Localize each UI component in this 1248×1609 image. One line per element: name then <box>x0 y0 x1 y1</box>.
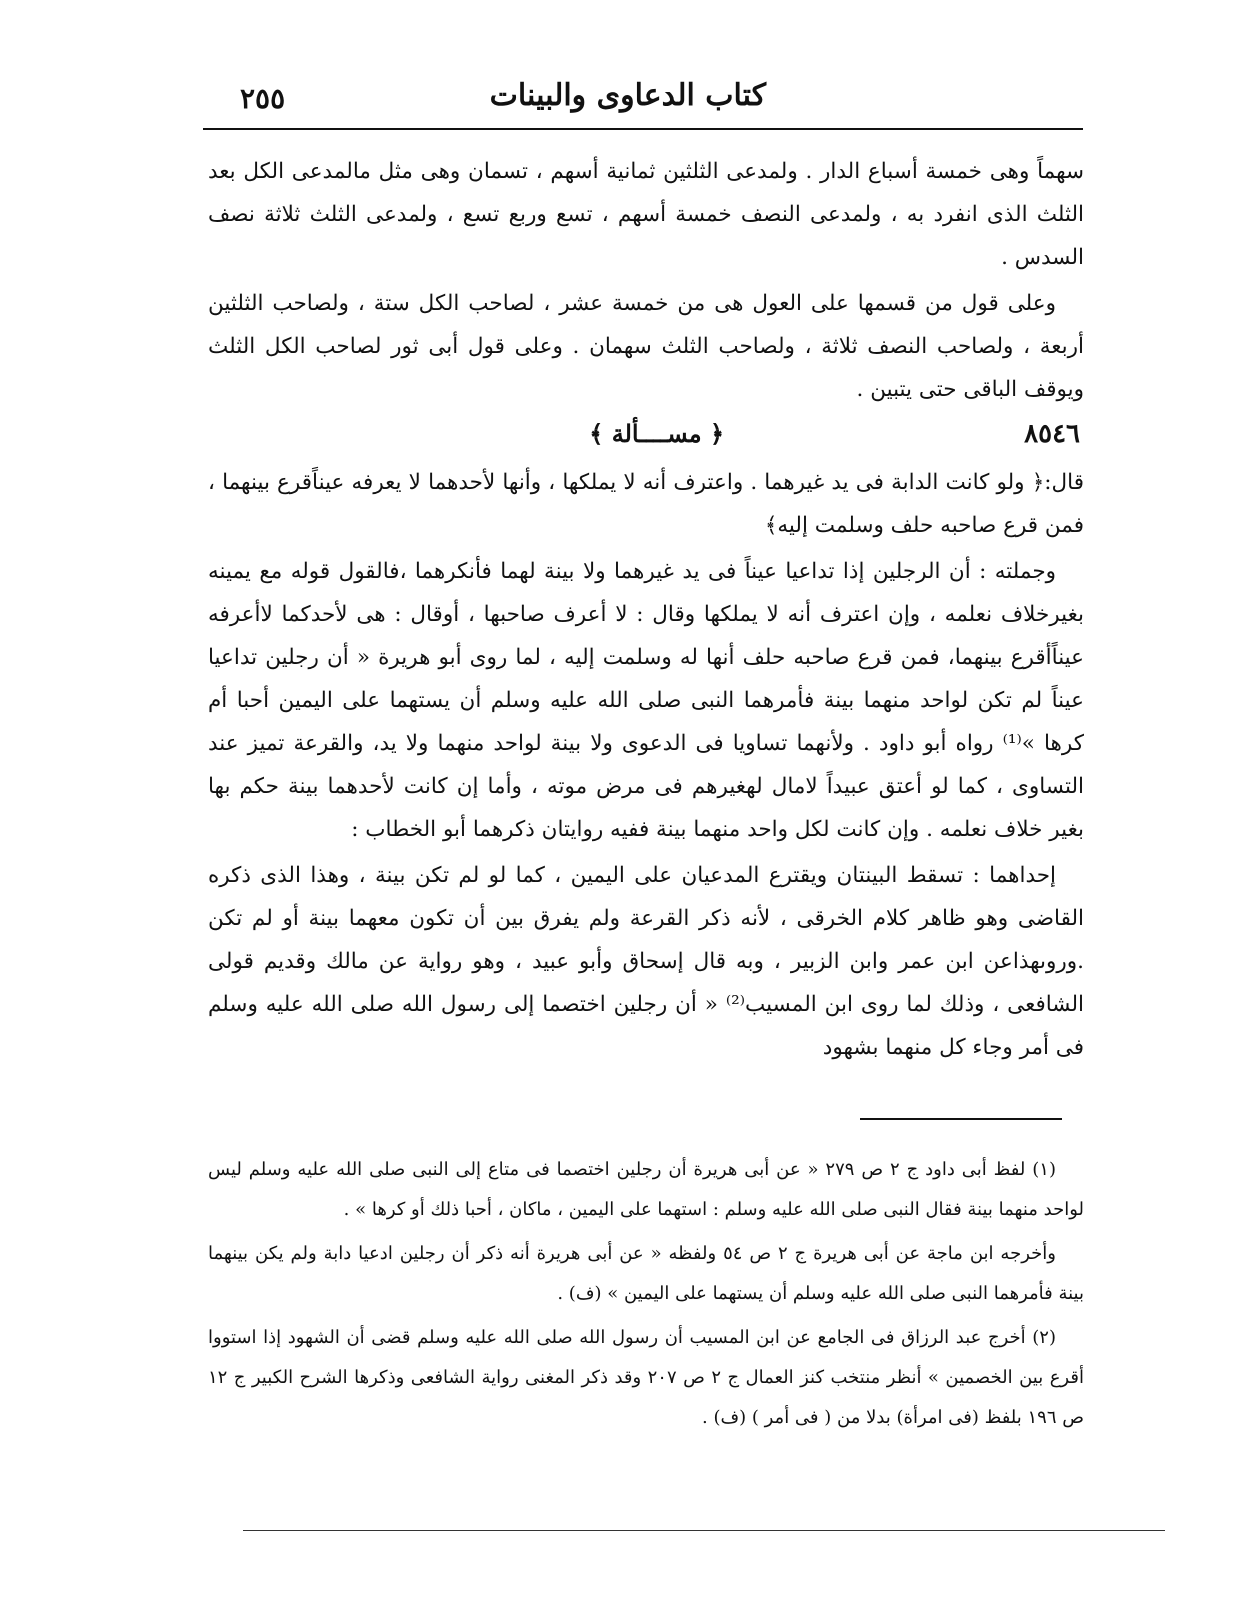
bottom-rule <box>243 1530 1165 1531</box>
footnote: (١) لفظ أبى داود ج ٢ ص ٢٧٩ « عن أبى هريرة أن رجلين اختصما فى متاع إلى النبى صلى الله عليه وسلم ليس لواحد منهما بينة فقال النبى صلى الله عليه وسلم : استهما على اليمين ، ماكان ، أحبا ذلك أو كرها » . <box>208 1159 1084 1220</box>
masala-number: ٨٥٤٦ <box>1024 419 1080 449</box>
paragraph: إحداهما : تسقط البينتان ويقترع المدعيان على اليمين ، كما لو لم تكن بينة ، وهذا الذى ذكره القاضى وهو ظاهر كلام الخرقى ، لأنه ذكر القرعة ولم يفرق بين أن تكون معهما بينة أو لم تكن .وروىهذاعن ابن عمر وابن الزبير ، وبه قال إسحاق وأبو عبيد ، وهو رواية عن مالك وقديم قولى الشافعى ، وذلك لما روى ابن المسيب⁽²⁾ « أن رجلين اختصما إلى رسول الله صلى الله عليه وسلم فى أمر وجاء كل منهما بشهود <box>208 863 1084 1060</box>
running-title: كتاب الدعاوى والبينات <box>489 78 766 113</box>
footnote: وأخرجه ابن ماجة عن أبى هريرة ج ٢ ص ٥٤ ولفظه « عن أبى هريرة أنه ذكر أن رجلين ادعيا دابة ولم يكن بينهما بينة فأمرهما النبى صلى الله عليه وسلم أن يستهما على اليمين » (ف) . <box>208 1243 1084 1304</box>
paragraph: وجملته : أن الرجلين إذا تداعيا عيناً فى يد غيرهما ولا بينة لهما فأنكرهما ،فالقول قوله مع يمينه بغيرخلاف نعلمه ، وإن اعترف أنه لا يملكها وقال : لا أعرف صاحبها ، أوقال : هى لأحدكما لاأعرفه عيناًأقرع بينهما، فمن قرع صاحبه حلف أنها له وسلمت إليه ، لما روى أبو هريرة « أن رجلين تداعيا عيناً لم تكن لواحد منهما بينة فأمرهما النبى صلى الله عليه وسلم أن يستهما على اليمين أحبا أم كرها »⁽¹⁾ رواه أبو داود . ولأنهما تساويا فى الدعوى ولا بينة لواحد منهما ولا يد، والقرعة تميز عند التساوى ، كما لو أعتق عبيداً لامال لهغيرهم فى مرض موته ، وأما إن كانت لأحدهما بينة حكم بها بغير خلاف نعلمه . وإن كانت لكل واحد منهما بينة ففيه روايتان ذكرهما أبو الخطاب : <box>208 559 1084 842</box>
header-rule <box>203 128 1083 130</box>
main-text <box>208 150 1084 1072</box>
masala-heading <box>208 417 1084 459</box>
masala-label: ﴿ مســــألة ﴾ <box>589 419 724 448</box>
paragraph: سهماً وهى خمسة أسباع الدار . ولمدعى الثلثين ثمانية أسهم ، تسمان وهى مثل مالمدعى الكل بعد الثلث الذى انفرد به ، ولمدعى النصف خمسة أسهم ، تسع وربع تسع ، ولمدعى الثلث ثلاثة نصف السدس . <box>208 159 1084 270</box>
footnote-rule <box>860 1118 1062 1120</box>
matn-quote: قال:﴿ ولو كانت الدابة فى يد غيرهما . واعترف أنه لا يملكها ، وأنها لأحدهما لا يعرفه عيناًقرع بينهما ، فمن قرع صاحبه حلف وسلمت إليه﴾ <box>208 470 1084 538</box>
page-number: ٢٥٥ <box>240 82 286 115</box>
paragraph: وعلى قول من قسمها على العول هى من خمسة عشر ، لصاحب الكل ستة ، ولصاحب الثلثين أربعة ، ولصاحب النصف ثلاثة ، ولصاحب الثلث سهمان . وعلى قول أبى ثور لصاحب الكل الثلث ويوقف الباقى حتى يتبين . <box>208 291 1084 402</box>
page-header <box>200 78 1086 124</box>
footnote: (٢) أخرج عبد الرزاق فى الجامع عن ابن المسيب أن رسول الله صلى الله عليه وسلم قضى أن الشهود إذا استووا أقرع بين الخصمين » أنظر منتخب كنز العمال ج ٢ ص ٢٠٧ وقد ذكر المغنى رواية الشافعى وذكرها الشرح الكبير ج ١٢ ص ١٩٦ بلفظ (فى امرأة) بدلا من ( فى أمر ) (ف) . <box>208 1327 1084 1428</box>
footnotes <box>208 1150 1084 1442</box>
